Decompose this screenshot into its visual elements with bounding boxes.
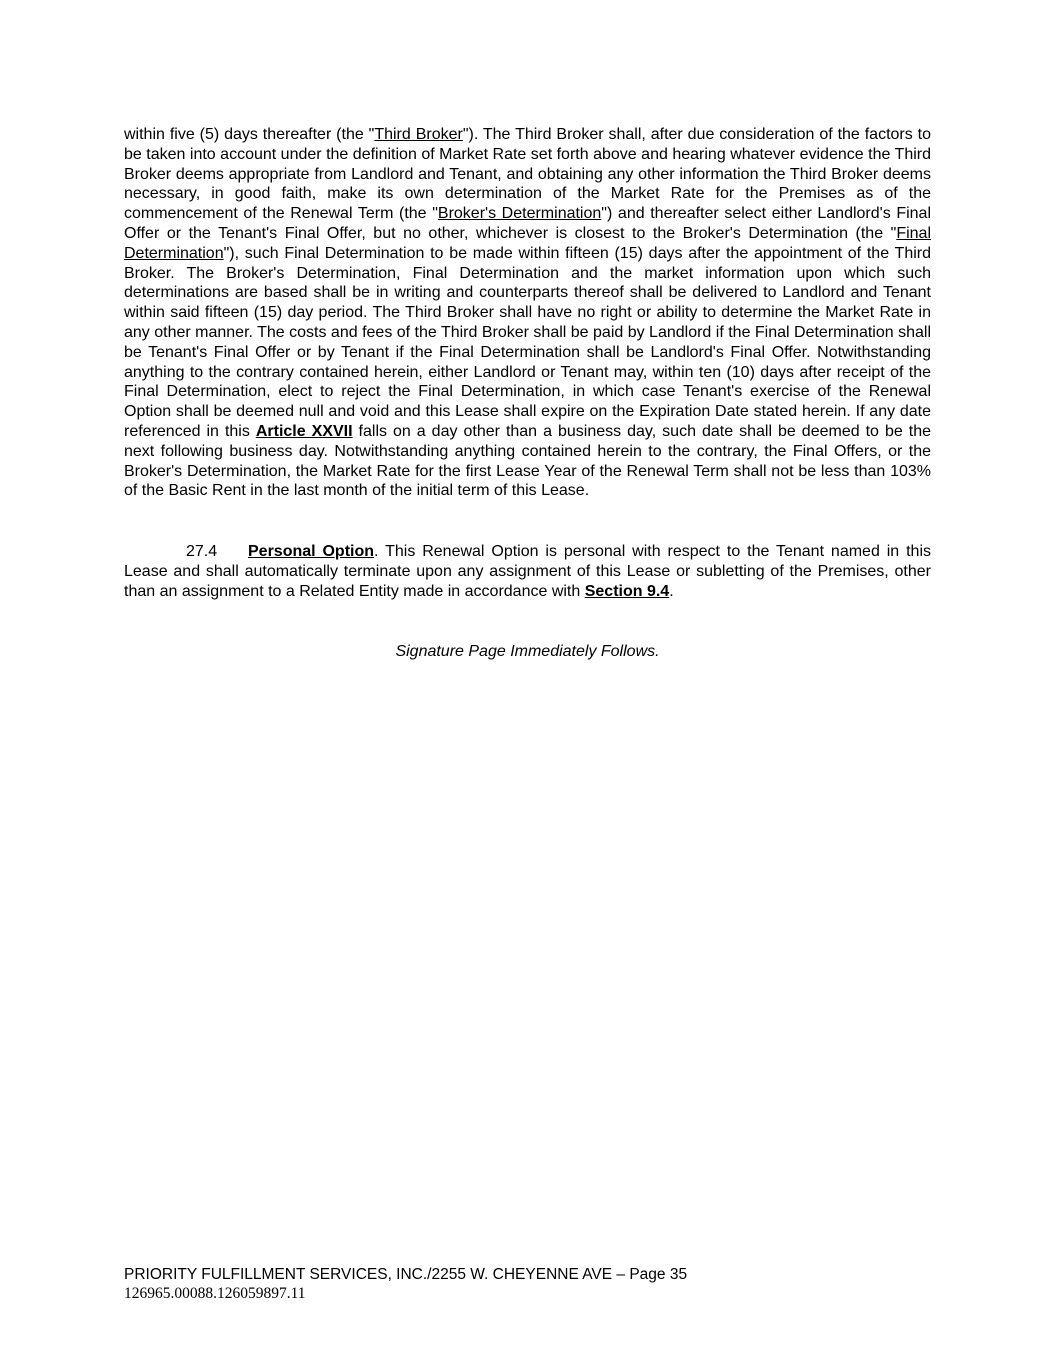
section-heading: Personal Option xyxy=(248,543,375,560)
footer-title: PRIORITY FULFILLMENT SERVICES, INC./2255 W. CHEYENNE AVE – Page 35 xyxy=(124,1266,688,1283)
text-run: "). The Third Broker shall, after due consideration of the factors to be taken into account under the definition of Market Rate set forth above and hearing whatever evidence the Third Broker deems appropriate from Landlord and Tenant, and obtaining any other information the Third Broker deems necessary, in good faith, make its own determination of the Market Rate for the Premises as of the commencement of the Renewal Term (the " xyxy=(124,126,931,223)
section-reference: Section 9.4 xyxy=(584,582,670,600)
section-number: 27.4 xyxy=(186,543,218,560)
text-run: ") and thereafter select either Landlord's Final Offer or the Tenant's Final Offer, but no other, whichever is closest to the Broker's Determination (the " xyxy=(124,205,932,242)
defined-term-third-broker: Third Broker xyxy=(374,126,463,143)
text-run: . This Renewal Option is personal with respect to the Tenant named in this Lease and shall automatically terminate upon any assignment of this Lease or subletting of the Premises, other than an assignment to a Related Entity made in accordance with xyxy=(124,543,931,600)
section-27-4-paragraph xyxy=(124,542,931,601)
signature-page-note: Signature Page Immediately Follows. xyxy=(395,643,660,660)
defined-term-final-determination: Final Determination xyxy=(124,224,931,262)
defined-term-brokers-determination: Broker's Determination xyxy=(437,205,602,223)
text-run: "), such Final Determination to be made within fifteen (15) days after the appointment of the Third Broker. The Broker's Determination, Final Determination and the market information upon which such determinations are based shall be in writing and counterparts thereof shall be delivered to Landlord and Tenant within said fifteen (15) day period. The Third Broker shall have no right or ability to determine the Market Rate in any other manner. The costs and fees of the Third Broker shall be paid by Landlord if the Final Determination shall be Tenant's Final Offer or by Tenant if the Final Determination shall be Landlord's Final Offer. Notwithstanding anything to the contrary contained herein, either Landlord or Tenant may, within ten (10) days after receipt of the Final Determination, elect to reject the Final Determination, in which case Tenant's exercise of the Renewal Option shall be deemed null and void and this Lease shall expire on the Expiration Date stated herein. If any date referenced in this xyxy=(124,244,931,440)
footer-document-id: 126965.00088.126059897.11 xyxy=(124,1285,306,1302)
text-run: falls on a day other than a business day, such date shall be deemed to be the next following business day. Notwithstanding anything contained herein to the contrary, the Final Offers, or the Broker's Determination, the Market Rate for the first Lease Year of the Renewal Term shall not be less than 103% of the Basic Rent in the last month of the initial term of this Lease. xyxy=(124,422,931,500)
text-run: within five (5) days thereafter (the " xyxy=(124,126,375,143)
article-reference: Article XXVII xyxy=(255,422,353,440)
paragraph-third-broker xyxy=(124,125,931,501)
text-run: . xyxy=(669,582,674,600)
